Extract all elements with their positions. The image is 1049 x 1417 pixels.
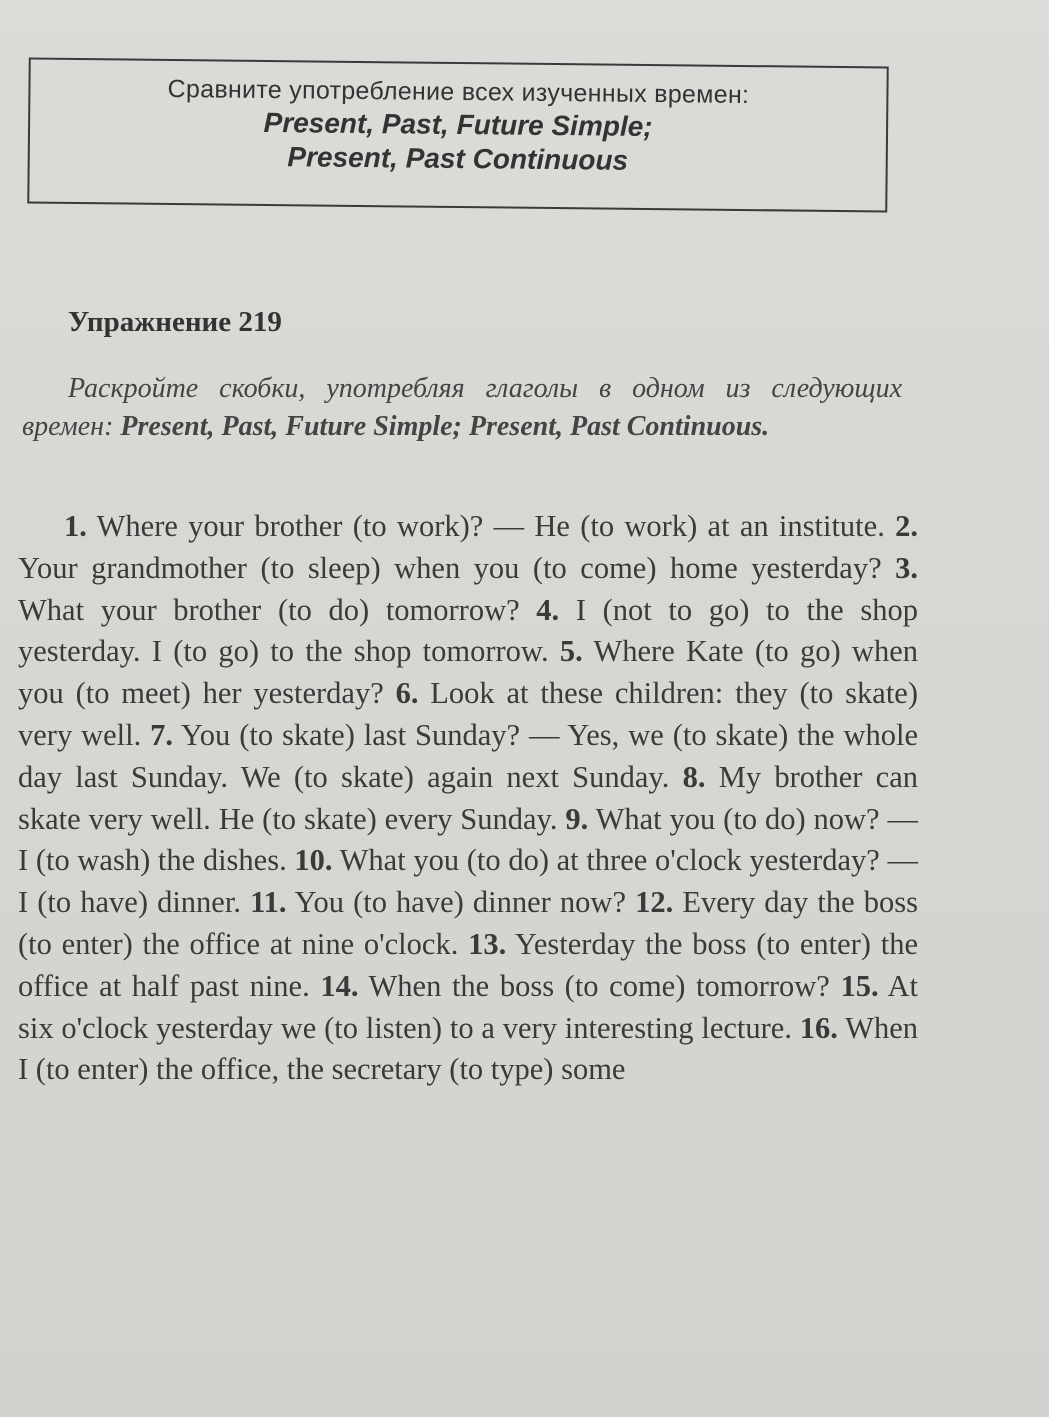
sentence-number: 7. [150,717,174,752]
rule-box-tenses-simple: Present, Past, Future Simple; [263,106,653,143]
sentence-number: 11. [250,885,287,920]
sentence-number: 5. [559,634,583,669]
sentence-number: 13. [468,926,507,961]
rule-box-heading: Сравните употребление всех изученных времен: [167,74,750,110]
sentence-text: When the boss (to come) tomorrow? [358,968,841,1003]
sentence-text: Every day the boss (to enter) the office at nine o'clock. [18,885,919,961]
sentence-number: 15. [840,968,879,1003]
sentence-number: 10. [294,843,333,878]
sentence-text: You (to have) dinner now? [286,885,636,920]
sentence-text: When I (to enter) the office, the secretary (to type) some [18,1010,918,1087]
sentence-number: 3. [895,550,918,585]
rule-box [27,58,888,213]
sentence-number: 2. [895,509,918,543]
sentence-text: Your grandmother (to sleep) when you (to come) home yesterday? [18,550,896,585]
sentence-text: My brother can skate very well. He (to skate) every Sunday. [18,759,918,836]
sentence-number: 16. [799,1010,838,1045]
sentence-text: What your brother (to do) tomorrow? [18,592,537,627]
sentence-number: 9. [565,801,589,836]
exercise-instructions [22,370,902,446]
sentence-number: 1. [64,509,87,543]
sentence-text: Look at these children: they (to skate) very well. [18,676,918,752]
exercise-title: Упражнение 219 [68,306,282,338]
sentence-number: 4. [536,592,560,627]
sentence-text: What you (to do) now? — I (to wash) the dishes. [18,801,918,878]
instruction-text: Раскройте скобки, употребляя глаголы в одном из следующих времен: [22,373,902,442]
sentence-number: 14. [320,968,359,1003]
sentence-number: 6. [395,676,419,711]
sentence-text: You (to skate) last Sunday? — Yes, we (to skate) the whole day last Sunday. We (to skate) again next Sunday. [18,717,918,794]
sentence-number: 8. [682,759,706,794]
exercise-sentences [18,506,918,1091]
instruction-tenses: Present, Past, Future Simple; Present, Past Continuous. [120,411,770,442]
sentence-number: 12. [635,885,674,920]
rule-box-tenses-continuous: Present, Past Continuous [287,141,629,176]
sentence-text: Where Kate (to go) when you (to meet) her yesterday? [18,634,918,711]
sentence-text: At six o'clock yesterday we (to listen) to a very interesting lecture. [18,968,918,1045]
sentence-text: I (not to go) to the shop yesterday. I (to go) to the shop tomorrow. [18,592,918,669]
sentence-text: Where your brother (to work)? — He (to work) at an institute. [86,509,896,543]
sentence-text: What you (to do) at three o'clock yesterday? — I (to have) dinner. [18,843,918,920]
sentence-text: Yesterday the boss (to enter) the office at half past nine. [18,926,918,1003]
